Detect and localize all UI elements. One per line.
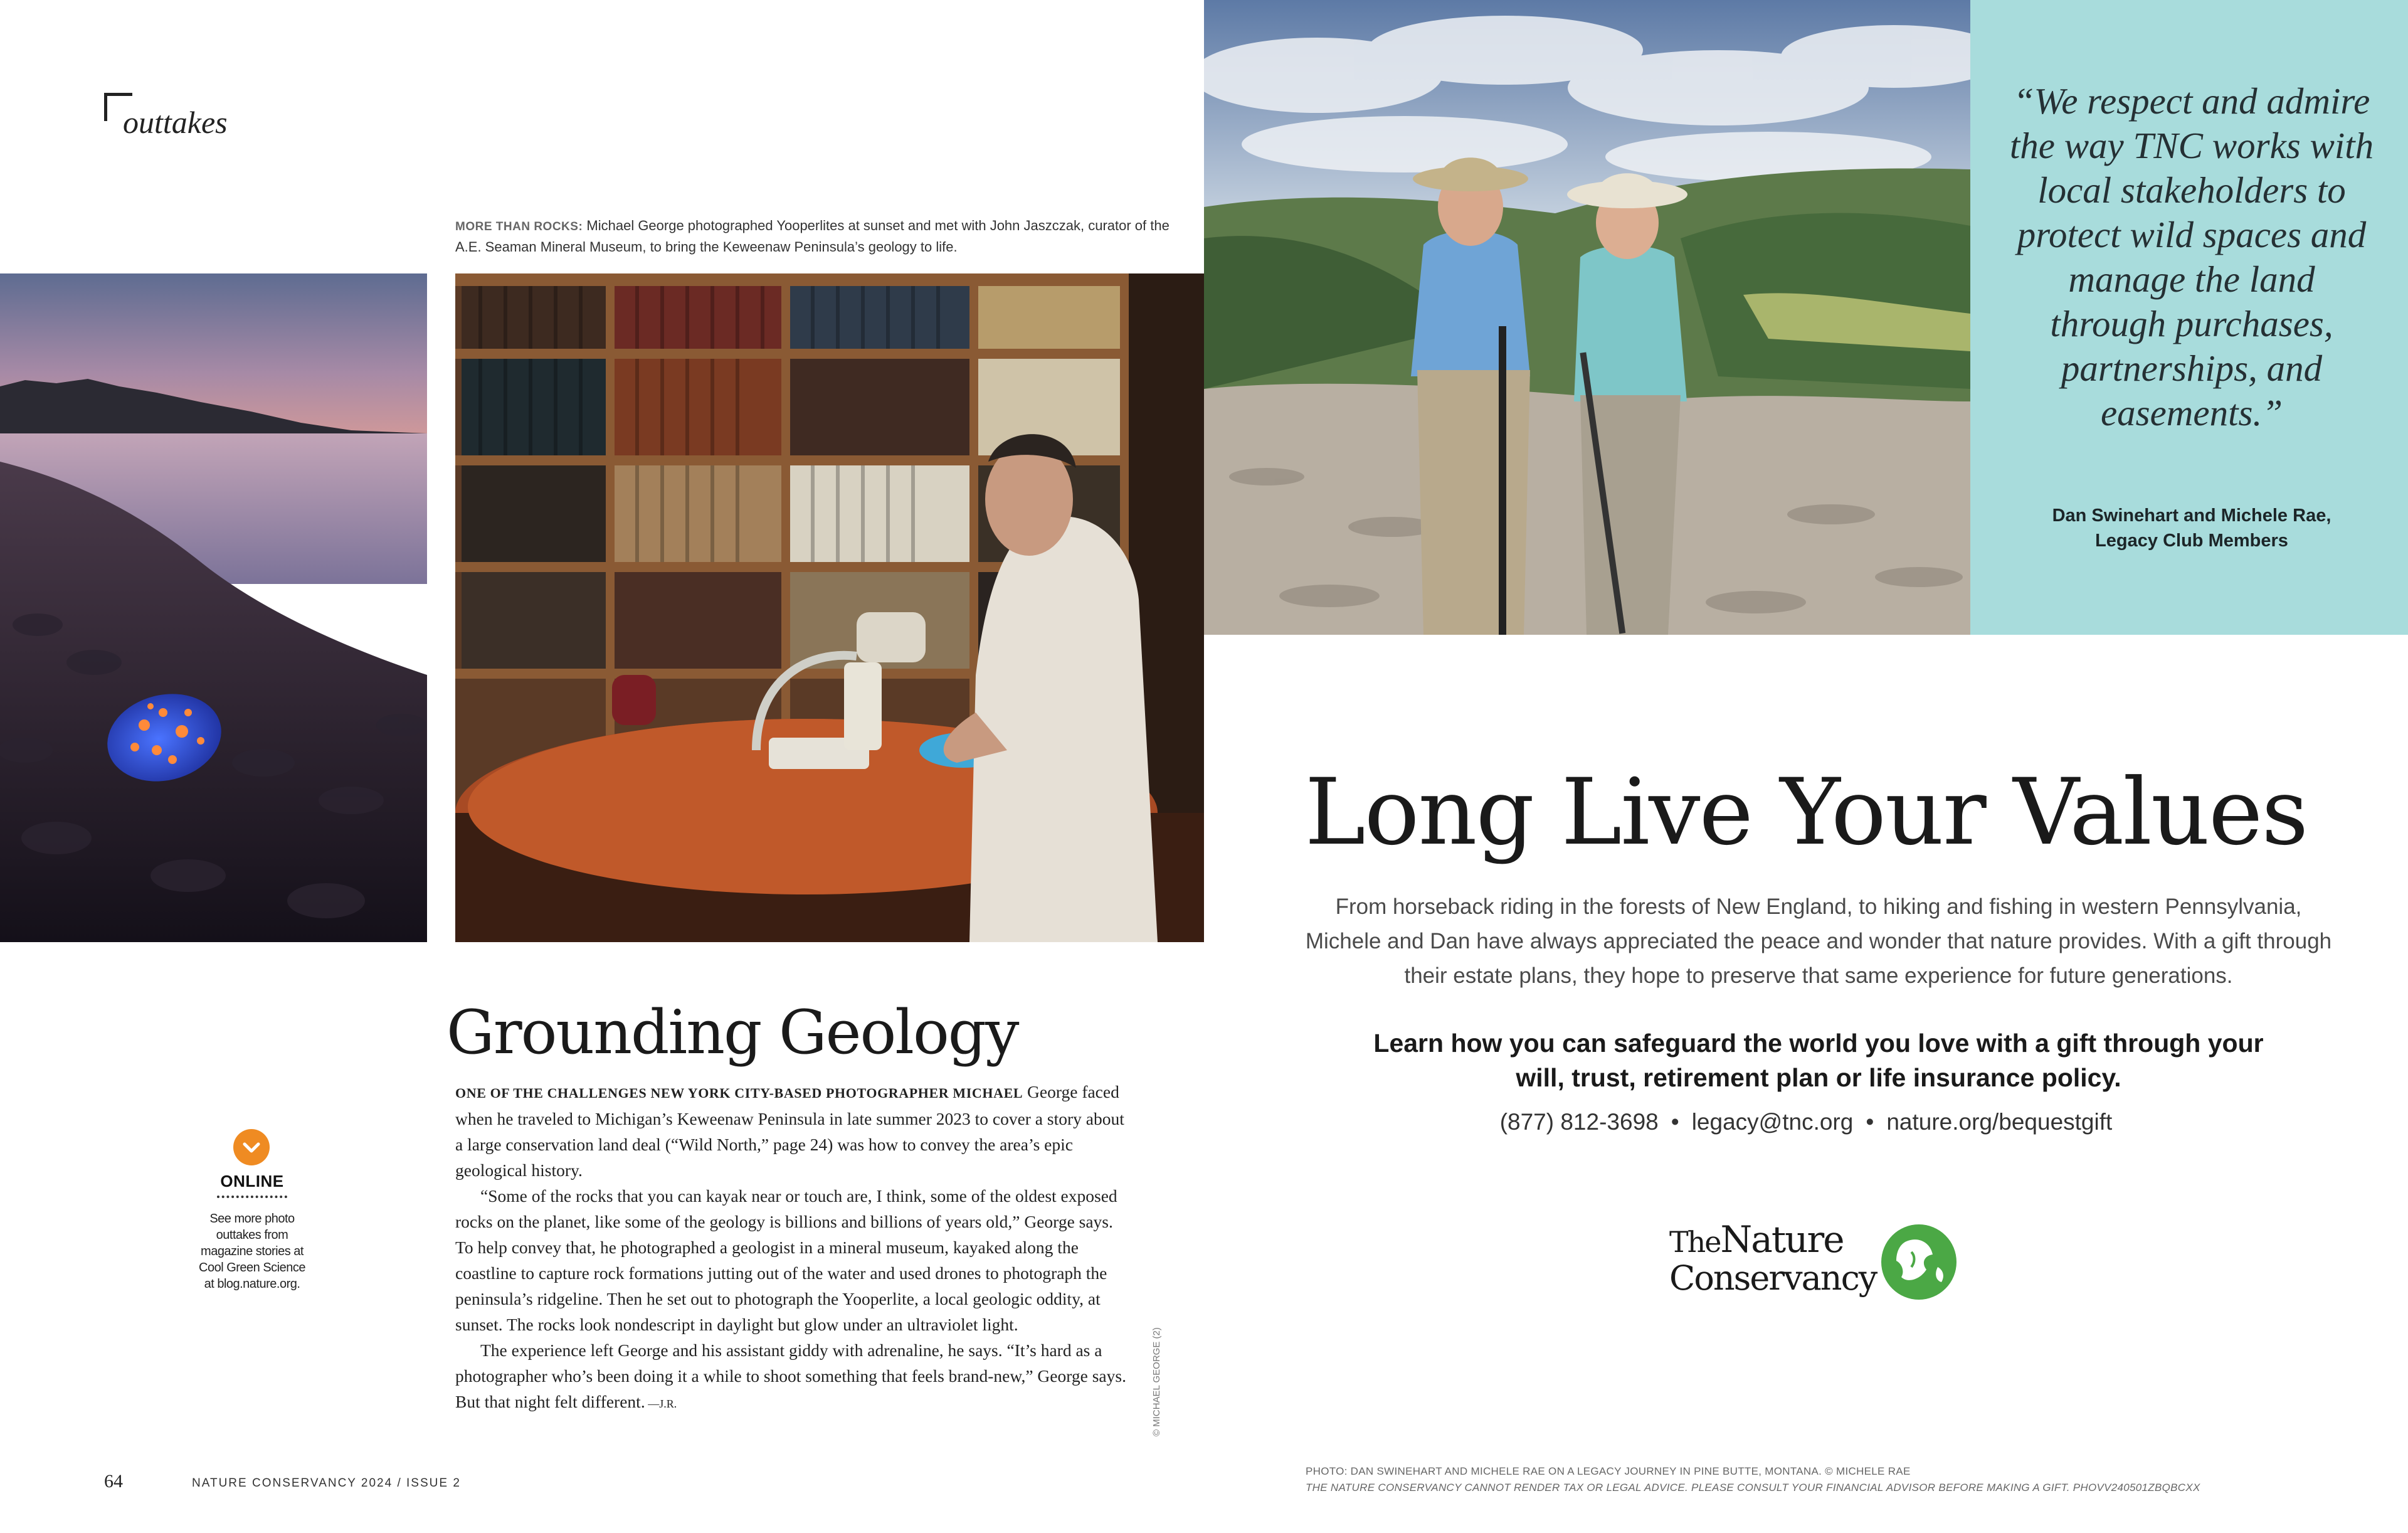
article-paragraph-2: “Some of the rocks that you can kayak near or touch are, I think, some of the oldest exposed rocks on the planet, like some of the geology is billions and billions of years old,” George says. To help convey that, he photographed a geologist in a mineral museum, kayaked along the coastline to capture rock formations jutting out of the water and used drones to photograph the peninsula’s ridgeline. Then he set out to photograph the Yooperlite, a local geologic oddity, at sunset. The rocks look nondescript in daylight but glow under an ultraviolet light. (455, 1186, 1117, 1334)
quote-attribution (2007, 503, 2377, 553)
caption-text: Michael George photographed Yooperlites at sunset and met with John Jaszczak, curator of the A.E. Seaman Mineral Museum, to bring the Keweenaw Peninsula’s geology to life. (455, 218, 1170, 255)
ad-call-to-action: Learn how you can safeguard the world you love with a gift through your will, trust, retirement plan or life insurance policy. (1373, 1029, 2264, 1092)
page-number: 64 (104, 1471, 123, 1492)
tnc-logo-wordmark (1669, 1218, 1877, 1298)
logo-nature: Nature (1720, 1218, 1844, 1261)
contact-phone[interactable]: (877) 812-3698 (1499, 1109, 1659, 1135)
online-divider (217, 1196, 287, 1198)
ad-contact-line (1254, 1109, 2358, 1135)
photo-caption (455, 216, 1170, 257)
article-signature: —J.R. (645, 1398, 677, 1410)
ad-body: From horseback riding in the forests of New England, to hiking and fishing in western Pennsylvania, Michele and Dan have always appreciated the peace and wonder that nature provides. With a gift through their estate plans, they hope to preserve that same experience for future generations. (1305, 894, 2332, 988)
article-lead-in: ONE OF THE CHALLENGES NEW YORK CITY-BASED PHOTOGRAPHER MICHAEL (455, 1085, 1023, 1101)
online-text: See more photo outtakes from magazine stories at Cool Green Science at blog.nature.org. (199, 1212, 305, 1291)
ad-headline: Long Live Your Values (1304, 759, 2308, 866)
logo-conservancy: Conservancy (1669, 1258, 1877, 1298)
article-body (455, 1079, 1131, 1417)
logo-the: The (1669, 1225, 1721, 1259)
bullet-separator: • (1866, 1109, 1874, 1135)
article-title: Grounding Geology (446, 997, 1018, 1068)
bullet-separator: • (1671, 1109, 1679, 1135)
article-paragraph-3-text: The experience left George and his assistant giddy with adrenaline, he says. “It’s hard as a photographer who’s been doing it a while to shoot something that feels brand-new,” George says. But that night felt different. (455, 1340, 1126, 1411)
ad-disclaimer: THE NATURE CONSERVANCY CANNOT RENDER TAX OR LEGAL ADVICE. PLEASE CONSULT YOUR FINANCIAL ADVISOR BEFORE MAKING A GIFT. PHOVV240501ZBQBCXX (1306, 1482, 2200, 1493)
article-paragraph (455, 1079, 1131, 1183)
hikers-photo (1204, 0, 1970, 635)
museum-lab-photo (455, 273, 1204, 942)
online-label: ONLINE (220, 1172, 284, 1191)
chevron-down-icon (233, 1129, 270, 1165)
attribution-role: Legacy Club Members (2095, 531, 2288, 551)
testimonial-quote: “We respect and admire the way TNC works with local stakeholders to protect wild spaces and manage the land through purchases, partnerships, and easements.” (2009, 80, 2374, 433)
section-label: outtakes (123, 105, 228, 140)
yooperlite-photo (0, 273, 427, 942)
photo-credit: © MICHAEL GEORGE (2) (1151, 1327, 1162, 1436)
attribution-names: Dan Swinehart and Michele Rae, (2052, 506, 2331, 526)
article-paragraph-1-text: George faced when he traveled to Michigan’s Keweenaw Peninsula in late summer 2023 to cover a story about a large conservation land deal (“Wild North,” page 24) was how to convey the area’s epic geological history. (455, 1082, 1124, 1180)
caption-lead: MORE THAN ROCKS: (455, 220, 583, 233)
contact-email[interactable]: legacy@tnc.org (1691, 1109, 1854, 1135)
article-paragraph-3 (455, 1337, 1131, 1417)
tnc-globe-icon (1880, 1223, 1958, 1301)
contact-url[interactable]: nature.org/bequestgift (1886, 1109, 2113, 1135)
ad-photo-credit: PHOTO: DAN SWINEHART AND MICHELE RAE ON A LEGACY JOURNEY IN PINE BUTTE, MONTANA. © MICHELE RAE (1306, 1465, 1911, 1477)
footer-magazine: NATURE CONSERVANCY 2024 / ISSUE 2 (192, 1477, 461, 1490)
